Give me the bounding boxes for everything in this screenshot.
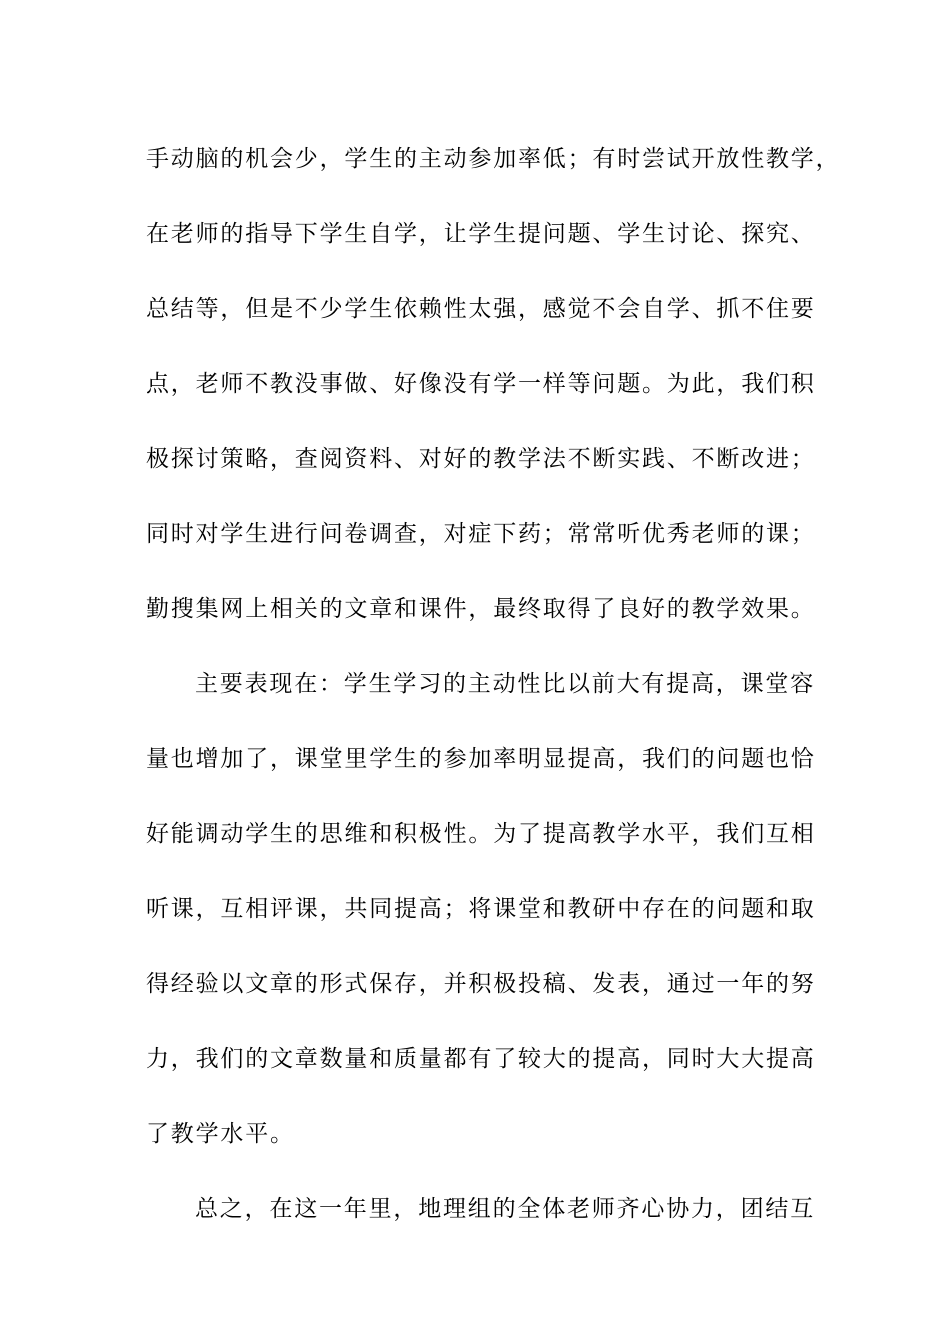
text-line: 听课，互相评课，共同提高；将课堂和教研中存在的问题和取 bbox=[146, 896, 816, 922]
text-line: 力，我们的文章数量和质量都有了较大的提高，同时大大提高 bbox=[146, 1046, 816, 1072]
text-line: 了教学水平。 bbox=[146, 1121, 295, 1147]
text-line: 得经验以文章的形式保存，并积极投稿、发表，通过一年的努 bbox=[146, 971, 816, 997]
text-line: 勤搜集网上相关的文章和课件，最终取得了良好的教学效果。 bbox=[146, 596, 816, 622]
text-line: 好能调动学生的思维和积极性。为了提高教学水平，我们互相 bbox=[146, 821, 816, 847]
text-line: 在老师的指导下学生自学，让学生提问题、学生讨论、探究、 bbox=[146, 221, 816, 247]
text-line: 总结等，但是不少学生依赖性太强，感觉不会自学、抓不住要 bbox=[146, 296, 816, 322]
text-line: 量也增加了，课堂里学生的参加率明显提高，我们的问题也恰 bbox=[146, 746, 816, 772]
body-text bbox=[146, 130, 841, 1255]
paragraph-start-line: 主要表现在：学生学习的主动性比以前大有提高，课堂容 bbox=[195, 671, 815, 697]
text-line: 手动脑的机会少，学生的主动参加率低；有时尝试开放性教学， bbox=[146, 146, 841, 172]
text-line: 同时对学生进行问卷调查，对症下药；常常听优秀老师的课； bbox=[146, 521, 816, 547]
paragraph-start-line: 总之，在这一年里，地理组的全体老师齐心协力，团结互 bbox=[195, 1196, 815, 1222]
text-line: 极探讨策略，查阅资料、对好的教学法不断实践、不断改进； bbox=[146, 446, 816, 472]
text-line: 点，老师不教没事做、好像没有学一样等问题。为此，我们积 bbox=[146, 371, 816, 397]
